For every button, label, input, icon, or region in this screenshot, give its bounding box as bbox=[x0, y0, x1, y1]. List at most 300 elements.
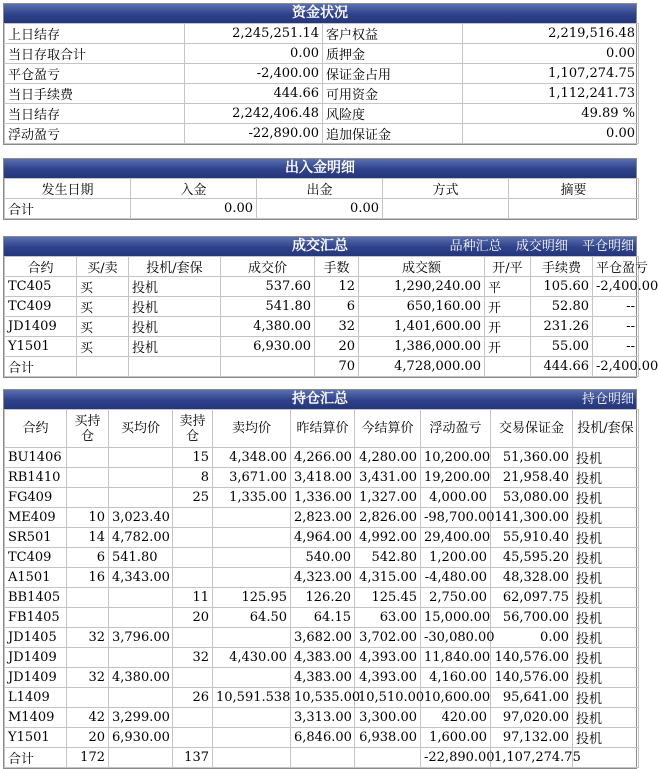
funds-value: 0.00 bbox=[185, 44, 323, 64]
table-row bbox=[5, 648, 639, 668]
trades-header-cell: 投机/套保 bbox=[129, 257, 221, 277]
funds-label: 风险度 bbox=[323, 104, 463, 124]
trades-total-cell: 70 bbox=[315, 357, 359, 377]
positions-header-cell: 合约 bbox=[5, 410, 67, 448]
positions-header-cell: 今结算价 bbox=[355, 410, 421, 448]
cash-total-note bbox=[509, 199, 639, 219]
positions-cell: 2,823.00 bbox=[291, 508, 355, 528]
positions-cell: 4,348.00 bbox=[213, 448, 291, 468]
positions-cell: 42 bbox=[67, 708, 109, 728]
funds-title: 资金状况 bbox=[4, 4, 636, 23]
trades-cell: 投机 bbox=[129, 277, 221, 297]
positions-cell bbox=[173, 548, 213, 568]
positions-cell: 140,576.00 bbox=[491, 668, 573, 688]
trades-cell: TC405 bbox=[5, 277, 77, 297]
positions-cell: 1,600.00 bbox=[421, 728, 491, 748]
funds-table bbox=[4, 23, 639, 144]
positions-cell: M1409 bbox=[5, 708, 67, 728]
positions-cell bbox=[67, 588, 109, 608]
positions-cell: 6,938.00 bbox=[355, 728, 421, 748]
positions-header-cell: 交易保证金 bbox=[491, 410, 573, 448]
positions-cell: 125.95 bbox=[213, 588, 291, 608]
positions-cell bbox=[67, 608, 109, 628]
trades-cell: 6,930.00 bbox=[221, 337, 315, 357]
positions-cell: 4,383.00 bbox=[291, 668, 355, 688]
funds-row bbox=[5, 44, 639, 64]
positions-cell: FB1405 bbox=[5, 608, 67, 628]
positions-cell bbox=[213, 548, 291, 568]
positions-cell: BU1406 bbox=[5, 448, 67, 468]
funds-value: 2,242,406.48 bbox=[185, 104, 323, 124]
trades-total-cell: 合计 bbox=[5, 357, 77, 377]
link-close-detail[interactable]: 平仓明细 bbox=[581, 239, 634, 254]
trades-cell: 开 bbox=[485, 337, 531, 357]
positions-cell: 4,393.00 bbox=[355, 648, 421, 668]
positions-cell: 投机 bbox=[573, 668, 639, 688]
positions-cell: 97,132.00 bbox=[491, 728, 573, 748]
positions-cell: 投机 bbox=[573, 608, 639, 628]
positions-cell: 1,336.00 bbox=[291, 488, 355, 508]
trades-total-cell bbox=[129, 357, 221, 377]
trades-cell: -- bbox=[593, 317, 639, 337]
funds-value: 444.66 bbox=[185, 84, 323, 104]
positions-cell bbox=[213, 528, 291, 548]
positions-cell: 3,299.00 bbox=[109, 708, 173, 728]
trades-cell: -- bbox=[593, 297, 639, 317]
positions-total-cell: 137 bbox=[173, 748, 213, 768]
trades-cell: 买 bbox=[77, 317, 129, 337]
positions-cell: 6,846.00 bbox=[291, 728, 355, 748]
positions-header-cell: 买均价 bbox=[109, 410, 173, 448]
positions-cell: 3,418.00 bbox=[291, 468, 355, 488]
link-product-summary[interactable]: 品种汇总 bbox=[449, 239, 502, 254]
trades-cell: 1,290,240.00 bbox=[359, 277, 485, 297]
table-row bbox=[5, 448, 639, 468]
trades-cell: 32 bbox=[315, 317, 359, 337]
cash-title: 出入金明细 bbox=[4, 159, 636, 178]
positions-cell: 10,535.00 bbox=[291, 688, 355, 708]
positions-cell: 11 bbox=[173, 588, 213, 608]
positions-cell: 4,160.00 bbox=[421, 668, 491, 688]
trades-cell: 4,380.00 bbox=[221, 317, 315, 337]
positions-header-cell: 买持仓 bbox=[67, 410, 109, 448]
positions-cell: 420.00 bbox=[421, 708, 491, 728]
positions-header-cell: 浮动盈亏 bbox=[421, 410, 491, 448]
positions-cell: 6 bbox=[67, 548, 109, 568]
positions-cell: 4,393.00 bbox=[355, 668, 421, 688]
positions-cell: 1,200.00 bbox=[421, 548, 491, 568]
trades-header-cell: 买/卖 bbox=[77, 257, 129, 277]
funds-value: -22,890.00 bbox=[185, 124, 323, 144]
positions-cell: 45,595.20 bbox=[491, 548, 573, 568]
table-row bbox=[5, 708, 639, 728]
positions-total-cell bbox=[291, 748, 355, 768]
trades-total-cell: -2,400.00 bbox=[593, 357, 639, 377]
positions-header-cell: 卖均价 bbox=[213, 410, 291, 448]
positions-cell: 6,930.00 bbox=[109, 728, 173, 748]
positions-cell: 8 bbox=[173, 468, 213, 488]
positions-total-cell bbox=[355, 748, 421, 768]
positions-cell: 投机 bbox=[573, 488, 639, 508]
positions-cell: 3,702.00 bbox=[355, 628, 421, 648]
positions-total-row bbox=[5, 748, 639, 768]
positions-total-cell: 172 bbox=[67, 748, 109, 768]
funds-value: 0.00 bbox=[463, 44, 639, 64]
positions-cell: 32 bbox=[173, 648, 213, 668]
positions-cell: 4,343.00 bbox=[109, 568, 173, 588]
positions-cell: 95,641.00 bbox=[491, 688, 573, 708]
positions-cell: 20 bbox=[173, 608, 213, 628]
positions-cell bbox=[213, 568, 291, 588]
positions-cell: 4,323.00 bbox=[291, 568, 355, 588]
funds-label: 当日存取合计 bbox=[5, 44, 185, 64]
table-row bbox=[5, 528, 639, 548]
positions-cell: 125.45 bbox=[355, 588, 421, 608]
positions-cell: 26 bbox=[173, 688, 213, 708]
positions-cell: 4,280.00 bbox=[355, 448, 421, 468]
trades-cell: 650,160.00 bbox=[359, 297, 485, 317]
positions-cell: 3,671.00 bbox=[213, 468, 291, 488]
positions-cell: 10 bbox=[67, 508, 109, 528]
positions-cell bbox=[109, 648, 173, 668]
positions-cell: 29,400.00 bbox=[421, 528, 491, 548]
trades-header-cell: 开/平 bbox=[485, 257, 531, 277]
positions-cell: Y1501 bbox=[5, 728, 67, 748]
trades-cell: 开 bbox=[485, 297, 531, 317]
positions-header bbox=[4, 390, 636, 409]
trades-cell: 投机 bbox=[129, 317, 221, 337]
positions-cell: 2,750.00 bbox=[421, 588, 491, 608]
positions-cell: 投机 bbox=[573, 728, 639, 748]
cash-total-method bbox=[383, 199, 509, 219]
cash-section bbox=[3, 158, 637, 220]
funds-label: 平仓盈亏 bbox=[5, 64, 185, 84]
trades-cell: 20 bbox=[315, 337, 359, 357]
positions-cell bbox=[109, 588, 173, 608]
trades-cell: 1,401,600.00 bbox=[359, 317, 485, 337]
positions-cell bbox=[67, 488, 109, 508]
positions-cell: 10,510.00 bbox=[355, 688, 421, 708]
positions-header-cell: 投机/套保 bbox=[573, 410, 639, 448]
trades-header-cell: 成交价 bbox=[221, 257, 315, 277]
table-row bbox=[5, 568, 639, 588]
trades-cell: 52.80 bbox=[531, 297, 593, 317]
trades-header-cell: 手续费 bbox=[531, 257, 593, 277]
positions-cell: 4,782.00 bbox=[109, 528, 173, 548]
positions-cell: -98,700.00 bbox=[421, 508, 491, 528]
positions-header-cell: 昨结算价 bbox=[291, 410, 355, 448]
link-position-detail[interactable]: 持仓明细 bbox=[581, 392, 634, 407]
table-row bbox=[5, 628, 639, 648]
funds-row bbox=[5, 84, 639, 104]
funds-row bbox=[5, 124, 639, 144]
positions-cell: 投机 bbox=[573, 648, 639, 668]
trades-total-cell bbox=[485, 357, 531, 377]
positions-total-cell bbox=[213, 748, 291, 768]
positions-cell: 10,600.00 bbox=[421, 688, 491, 708]
positions-cell: 140,576.00 bbox=[491, 648, 573, 668]
positions-total-cell: 合计 bbox=[5, 748, 67, 768]
trades-header-cell: 手数 bbox=[315, 257, 359, 277]
table-row bbox=[5, 488, 639, 508]
trades-header-cell: 成交额 bbox=[359, 257, 485, 277]
positions-cell: JD1405 bbox=[5, 628, 67, 648]
trades-cell: 541.80 bbox=[221, 297, 315, 317]
positions-cell: 55,910.40 bbox=[491, 528, 573, 548]
funds-value: 2,219,516.48 bbox=[463, 24, 639, 44]
trades-cell: -- bbox=[593, 337, 639, 357]
trades-cell: 231.26 bbox=[531, 317, 593, 337]
table-row bbox=[5, 337, 639, 357]
positions-total-cell bbox=[573, 748, 639, 768]
positions-cell: 4,383.00 bbox=[291, 648, 355, 668]
positions-cell: 21,958.40 bbox=[491, 468, 573, 488]
positions-cell: 20 bbox=[67, 728, 109, 748]
funds-label: 当日手续费 bbox=[5, 84, 185, 104]
table-row bbox=[5, 508, 639, 528]
positions-cell: 4,266.00 bbox=[291, 448, 355, 468]
funds-row bbox=[5, 64, 639, 84]
funds-value: 1,112,241.73 bbox=[463, 84, 639, 104]
positions-cell: 32 bbox=[67, 628, 109, 648]
trades-header-cell: 合约 bbox=[5, 257, 77, 277]
trades-cell: 12 bbox=[315, 277, 359, 297]
positions-cell: 10,591.538 bbox=[213, 688, 291, 708]
positions-cell: RB1410 bbox=[5, 468, 67, 488]
trades-cell: TC409 bbox=[5, 297, 77, 317]
positions-total-cell: 1,107,274.75 bbox=[491, 748, 573, 768]
positions-cell: 63.00 bbox=[355, 608, 421, 628]
table-row bbox=[5, 317, 639, 337]
funds-row bbox=[5, 24, 639, 44]
positions-cell: A1501 bbox=[5, 568, 67, 588]
positions-cell: 32 bbox=[67, 668, 109, 688]
funds-value: 0.00 bbox=[463, 124, 639, 144]
table-row bbox=[5, 688, 639, 708]
funds-value: -2,400.00 bbox=[185, 64, 323, 84]
funds-section bbox=[3, 3, 637, 145]
positions-cell: 56,700.00 bbox=[491, 608, 573, 628]
trades-total-cell: 444.66 bbox=[531, 357, 593, 377]
funds-label: 追加保证金 bbox=[323, 124, 463, 144]
table-row bbox=[5, 608, 639, 628]
positions-total-cell bbox=[109, 748, 173, 768]
trades-table bbox=[4, 256, 658, 377]
trades-cell: 买 bbox=[77, 277, 129, 297]
positions-cell bbox=[213, 628, 291, 648]
positions-title: 持仓汇总 bbox=[292, 391, 348, 407]
cash-total-row bbox=[5, 199, 639, 219]
trades-cell: 平 bbox=[485, 277, 531, 297]
positions-cell: 4,000.00 bbox=[421, 488, 491, 508]
table-row bbox=[5, 277, 639, 297]
cash-total-in: 0.00 bbox=[131, 199, 257, 219]
positions-cell: 投机 bbox=[573, 628, 639, 648]
positions-cell: 10,200.00 bbox=[421, 448, 491, 468]
trades-cell: -2,400.00 bbox=[593, 277, 639, 297]
positions-cell: 64.50 bbox=[213, 608, 291, 628]
trades-cell: 1,386,000.00 bbox=[359, 337, 485, 357]
positions-cell: TC409 bbox=[5, 548, 67, 568]
positions-cell: 3,313.00 bbox=[291, 708, 355, 728]
cash-header: 发生日期 bbox=[5, 179, 131, 199]
positions-cell bbox=[173, 728, 213, 748]
trades-cell: 买 bbox=[77, 297, 129, 317]
positions-cell: 3,023.40 bbox=[109, 508, 173, 528]
positions-cell: 14 bbox=[67, 528, 109, 548]
positions-cell: 投机 bbox=[573, 688, 639, 708]
positions-cell: 53,080.00 bbox=[491, 488, 573, 508]
funds-value: 49.89 % bbox=[463, 104, 639, 124]
positions-cell: JD1409 bbox=[5, 648, 67, 668]
positions-cell: 投机 bbox=[573, 588, 639, 608]
positions-cell: 2,826.00 bbox=[355, 508, 421, 528]
table-row bbox=[5, 588, 639, 608]
positions-cell: 3,431.00 bbox=[355, 468, 421, 488]
cash-header: 方式 bbox=[383, 179, 509, 199]
positions-cell: 投机 bbox=[573, 468, 639, 488]
link-trade-detail[interactable]: 成交明细 bbox=[515, 239, 568, 254]
positions-cell: 64.15 bbox=[291, 608, 355, 628]
funds-label: 上日结存 bbox=[5, 24, 185, 44]
positions-cell bbox=[109, 688, 173, 708]
funds-label: 质押金 bbox=[323, 44, 463, 64]
trades-total-cell bbox=[77, 357, 129, 377]
positions-cell bbox=[173, 628, 213, 648]
trades-cell: 55.00 bbox=[531, 337, 593, 357]
trades-cell: 买 bbox=[77, 337, 129, 357]
table-row bbox=[5, 468, 639, 488]
positions-header-cell: 卖持仓 bbox=[173, 410, 213, 448]
positions-cell bbox=[67, 688, 109, 708]
trades-total-row bbox=[5, 357, 639, 377]
positions-cell: BB1405 bbox=[5, 588, 67, 608]
positions-cell: 4,992.00 bbox=[355, 528, 421, 548]
positions-cell bbox=[213, 728, 291, 748]
positions-cell: 540.00 bbox=[291, 548, 355, 568]
positions-cell: -4,480.00 bbox=[421, 568, 491, 588]
cash-header: 入金 bbox=[131, 179, 257, 199]
positions-cell: 62,097.75 bbox=[491, 588, 573, 608]
table-row bbox=[5, 297, 639, 317]
positions-cell bbox=[173, 508, 213, 528]
positions-cell: 11,840.00 bbox=[421, 648, 491, 668]
positions-cell: 4,430.00 bbox=[213, 648, 291, 668]
trades-cell: 投机 bbox=[129, 297, 221, 317]
cash-header: 摘要 bbox=[509, 179, 639, 199]
trades-total-cell: 4,728,000.00 bbox=[359, 357, 485, 377]
positions-cell bbox=[213, 668, 291, 688]
positions-cell: 97,020.00 bbox=[491, 708, 573, 728]
positions-cell bbox=[109, 468, 173, 488]
positions-cell: 16 bbox=[67, 568, 109, 588]
funds-label: 浮动盈亏 bbox=[5, 124, 185, 144]
positions-cell: 投机 bbox=[573, 548, 639, 568]
trades-cell: 投机 bbox=[129, 337, 221, 357]
trades-cell: Y1501 bbox=[5, 337, 77, 357]
funds-value: 1,107,274.75 bbox=[463, 64, 639, 84]
positions-cell: 48,328.00 bbox=[491, 568, 573, 588]
funds-row bbox=[5, 104, 639, 124]
positions-cell bbox=[67, 468, 109, 488]
positions-table bbox=[4, 409, 639, 768]
positions-cell bbox=[213, 508, 291, 528]
funds-label: 可用资金 bbox=[323, 84, 463, 104]
positions-cell: 126.20 bbox=[291, 588, 355, 608]
positions-cell bbox=[173, 668, 213, 688]
positions-cell: L1409 bbox=[5, 688, 67, 708]
positions-cell: 投机 bbox=[573, 448, 639, 468]
positions-cell: 51,360.00 bbox=[491, 448, 573, 468]
trades-header bbox=[4, 237, 636, 256]
trades-total-cell bbox=[221, 357, 315, 377]
cash-header: 出金 bbox=[257, 179, 383, 199]
positions-cell bbox=[213, 708, 291, 728]
positions-cell: 25 bbox=[173, 488, 213, 508]
positions-cell: 141,300.00 bbox=[491, 508, 573, 528]
positions-cell: 3,796.00 bbox=[109, 628, 173, 648]
positions-cell: SR501 bbox=[5, 528, 67, 548]
positions-cell: 3,300.00 bbox=[355, 708, 421, 728]
positions-cell: 15,000.00 bbox=[421, 608, 491, 628]
positions-cell: 1,327.00 bbox=[355, 488, 421, 508]
positions-cell: 541.80 bbox=[109, 548, 173, 568]
positions-cell bbox=[109, 448, 173, 468]
trades-cell: 537.60 bbox=[221, 277, 315, 297]
funds-label: 客户权益 bbox=[323, 24, 463, 44]
positions-cell bbox=[109, 488, 173, 508]
trades-cell: JD1409 bbox=[5, 317, 77, 337]
positions-cell: -30,080.00 bbox=[421, 628, 491, 648]
funds-label: 当日结存 bbox=[5, 104, 185, 124]
positions-cell bbox=[67, 648, 109, 668]
positions-cell: 投机 bbox=[573, 568, 639, 588]
positions-section bbox=[3, 389, 637, 769]
trades-header-cell: 平仓盈亏 bbox=[593, 257, 639, 277]
positions-cell: FG409 bbox=[5, 488, 67, 508]
positions-cell: 0.00 bbox=[491, 628, 573, 648]
positions-cell: 1,335.00 bbox=[213, 488, 291, 508]
funds-label: 保证金占用 bbox=[323, 64, 463, 84]
table-row bbox=[5, 548, 639, 568]
positions-cell: 投机 bbox=[573, 708, 639, 728]
positions-cell: 4,964.00 bbox=[291, 528, 355, 548]
positions-cell: 542.80 bbox=[355, 548, 421, 568]
trades-section bbox=[3, 236, 658, 378]
trades-title: 成交汇总 bbox=[292, 238, 348, 254]
cash-total-label: 合计 bbox=[5, 199, 131, 219]
positions-cell: 19,200.00 bbox=[421, 468, 491, 488]
trades-cell: 105.60 bbox=[531, 277, 593, 297]
positions-cell bbox=[173, 568, 213, 588]
positions-cell bbox=[173, 708, 213, 728]
positions-cell: ME409 bbox=[5, 508, 67, 528]
trades-cell: 开 bbox=[485, 317, 531, 337]
positions-cell: 4,380.00 bbox=[109, 668, 173, 688]
positions-cell: 15 bbox=[173, 448, 213, 468]
cash-table bbox=[4, 178, 639, 219]
funds-value: 2,245,251.14 bbox=[185, 24, 323, 44]
positions-cell: 4,315.00 bbox=[355, 568, 421, 588]
table-row bbox=[5, 728, 639, 748]
positions-cell: JD1409 bbox=[5, 668, 67, 688]
positions-cell bbox=[67, 448, 109, 468]
cash-total-out: 0.00 bbox=[257, 199, 383, 219]
positions-cell: 投机 bbox=[573, 528, 639, 548]
positions-cell bbox=[109, 608, 173, 628]
positions-cell bbox=[173, 528, 213, 548]
trades-cell: 6 bbox=[315, 297, 359, 317]
